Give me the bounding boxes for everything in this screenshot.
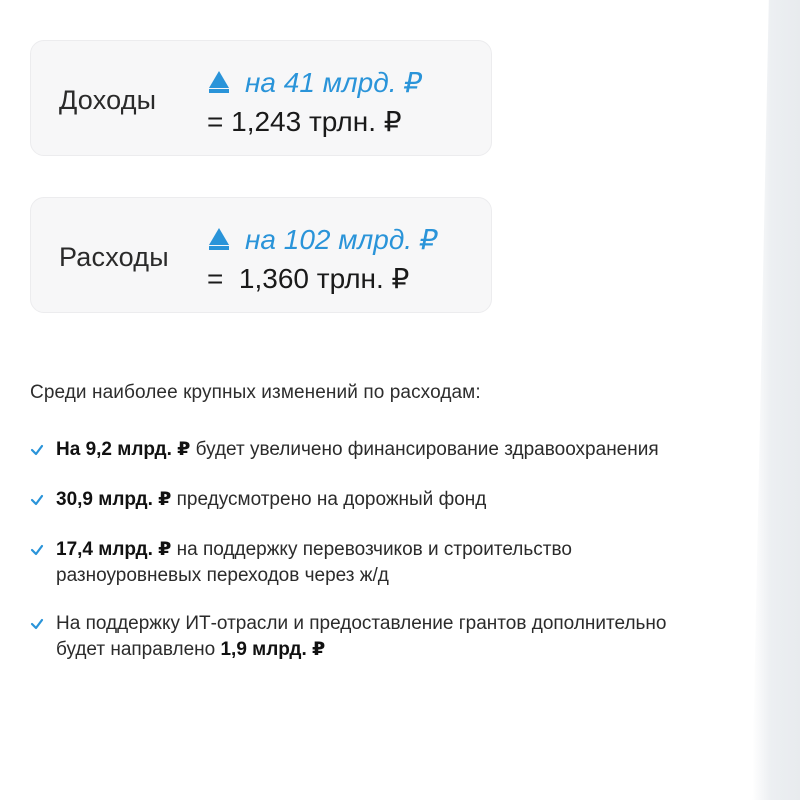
up-arrow-icon (209, 71, 229, 93)
check-icon (30, 617, 44, 631)
income-label: Доходы (59, 85, 157, 115)
list-item-description: На поддержку ИТ-отрасли и предоставление грантов дополнительно (56, 613, 667, 634)
intro-text: Среди наиболее крупных изменений по расходам: (30, 382, 481, 403)
list-item-description: на поддержку перевозчиков и строительство (171, 539, 572, 560)
list-item (30, 487, 486, 513)
list-item-description: предусмотрено на дорожный фонд (171, 489, 487, 510)
list-item (30, 611, 667, 663)
list-item-text (56, 437, 659, 463)
list-item-text (56, 537, 572, 589)
income-delta-row (209, 65, 422, 99)
expense-label: Расходы (59, 242, 169, 272)
list-item-text (56, 611, 667, 663)
check-icon (30, 493, 44, 507)
expense-card (30, 197, 492, 313)
list-item-description-line2: разноуровневых переходов через ж/д (56, 565, 389, 586)
list-item-amount: 30,9 млрд. ₽ (56, 489, 172, 510)
list-item-amount: На 9,2 млрд. ₽ (56, 439, 191, 460)
side-decoration (752, 0, 800, 800)
list-item-description-line2: будет направлено (56, 639, 221, 660)
income-total: = 1,243 трлн. ₽ (207, 106, 402, 137)
list-item-amount: 17,4 млрд. ₽ (56, 539, 172, 560)
expense-delta: на 102 млрд. ₽ (245, 223, 438, 255)
list-item (30, 537, 572, 589)
list-item-description: будет увеличено финансирование здравоохранения (190, 439, 659, 460)
income-card (30, 40, 492, 156)
list-item-amount: 1,9 млрд. ₽ (220, 639, 326, 660)
expense-delta-row (209, 222, 438, 256)
up-arrow-icon (209, 228, 229, 250)
list-item (30, 437, 659, 463)
expense-total: = 1,360 трлн. ₽ (207, 263, 410, 294)
income-delta: на 41 млрд. ₽ (245, 66, 423, 98)
list-item-text (56, 487, 486, 513)
check-icon (30, 543, 44, 557)
check-icon (30, 443, 44, 457)
